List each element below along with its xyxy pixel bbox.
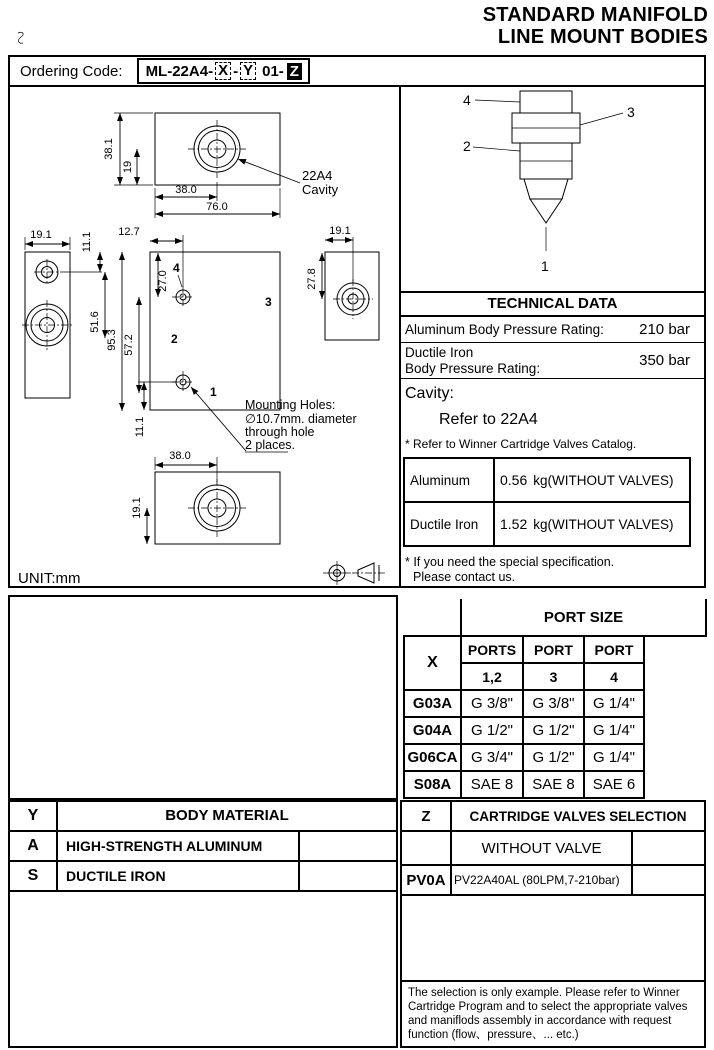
cavity-label: Cavity: — [405, 385, 454, 402]
mounting-note-line2: ∅10.7mm. diameter — [245, 412, 357, 426]
weight-table — [403, 457, 691, 547]
port-size-row-s08a — [404, 771, 706, 798]
port-number-4: 4 — [173, 261, 180, 275]
technical-data-column — [399, 87, 704, 586]
weight-row-aluminum — [404, 458, 690, 502]
weight-value-aluminum: 0.56 kg(WITHOUT VALVES) — [494, 458, 690, 502]
empty-notes-box — [8, 595, 398, 800]
port-value: G 3/4" — [461, 744, 523, 771]
ordering-code-row — [10, 57, 704, 87]
cavity-value: Refer to 22A4 — [439, 411, 538, 428]
top-view-drawing — [103, 113, 339, 218]
pressure-rating-aluminum-row — [401, 317, 704, 343]
port-code: G03A — [404, 690, 461, 717]
cavity-callout-line2: Cavity — [302, 182, 339, 197]
col-subheader-12: 1,2 — [461, 663, 523, 690]
cartridge-code — [402, 832, 452, 864]
front-view-drawing — [22, 225, 379, 452]
port-code: G06CA — [404, 744, 461, 771]
cartridge-empty-cell — [633, 832, 704, 864]
dim-12-7: 12.7 — [118, 226, 140, 238]
dim-19-1-bot: 19.1 — [131, 497, 143, 519]
dim-19: 19 — [122, 160, 134, 174]
dim-11-1-top: 11.1 — [81, 231, 93, 253]
cartridge-selection-note: The selection is only example. Please refer to Winner Cartridge Program and to select the appropriate valves and maniflods assembly in accordance with request function (flow、pressure、... etc.) — [402, 980, 704, 1046]
port-value: G 1/4" — [584, 744, 644, 771]
cartridge-valve-diagram — [401, 87, 704, 291]
port-value: G 1/2" — [523, 717, 584, 744]
bottom-view-drawing — [131, 450, 280, 544]
port-value: G 1/2" — [523, 744, 584, 771]
body-material-title: BODY MATERIAL — [165, 807, 289, 824]
ordering-code-z: Z — [287, 63, 302, 80]
dim-11-1-bottom: 11.1 — [134, 416, 146, 438]
pressure-rating-iron-label-line2: Body Pressure Rating: — [405, 360, 541, 376]
weight-row-iron — [404, 502, 690, 546]
logo-mark-icon — [14, 30, 30, 48]
port-size-row-g06ca — [404, 744, 706, 771]
cartridge-code-header: Z — [402, 802, 452, 830]
port-value: G 1/2" — [461, 717, 523, 744]
cartridge-name: PV22A40AL (80LPM,7-210bar) — [452, 866, 633, 894]
body-material-row-a — [10, 832, 396, 862]
cartridge-selection-table — [400, 800, 706, 1048]
col-subheader-4: 4 — [584, 663, 644, 690]
body-material-code: A — [10, 832, 58, 860]
col-header-ports: PORTS — [461, 636, 523, 663]
ordering-code-mid: 01- — [262, 62, 284, 80]
body-material-row-s — [10, 862, 396, 892]
col-header-port3: PORT — [523, 636, 584, 663]
body-material-name: HIGH-STRENGTH ALUMINUM — [58, 832, 300, 860]
col-subheader-3: 3 — [523, 663, 584, 690]
port-value: G 3/8" — [461, 690, 523, 717]
dim-27-0: 27.0 — [157, 270, 169, 292]
port-code: S08A — [404, 771, 461, 798]
pressure-rating-aluminum-label: Aluminum Body Pressure Rating: — [405, 322, 604, 337]
cartridge-row-without-valve — [402, 832, 704, 866]
dim-57-2: 57.2 — [123, 334, 135, 356]
body-material-empty-cell — [300, 832, 396, 860]
port-number-1: 1 — [210, 385, 217, 399]
port-size-x-header: X — [404, 636, 461, 690]
special-spec-footnote-line2: Please contact us. — [413, 570, 516, 584]
dim-76-0: 76.0 — [206, 201, 228, 213]
special-spec-footnote-line1: * If you need the special specification. — [405, 555, 615, 569]
weight-material-iron: Ductile Iron — [404, 502, 494, 546]
mounting-note-line3: through hole — [245, 425, 315, 439]
body-material-code: S — [10, 862, 58, 890]
ordering-code-value — [137, 58, 310, 84]
cavity-block — [401, 379, 704, 453]
weight-value-iron: 1.52 kg(WITHOUT VALVES) — [494, 502, 690, 546]
cavity-note: * Refer to Winner Cartridge Valves Catalog. — [405, 437, 637, 451]
mounting-note-line4: 2 places. — [245, 438, 296, 452]
page-title-line1: STANDARD MANIFOLD — [482, 4, 708, 26]
technical-data-title: TECHNICAL DATA — [401, 291, 704, 317]
cavity-callout-line1: 22A4 — [302, 168, 333, 183]
port-value: G 3/8" — [523, 690, 584, 717]
cartridge-valve-svg — [401, 87, 704, 291]
port-size-title-row — [404, 599, 706, 636]
pressure-rating-iron-label-line1: Ductile Iron — [405, 344, 474, 360]
ordering-code-sep: - — [233, 62, 239, 80]
body-material-name: DUCTILE IRON — [58, 862, 300, 890]
port-value: G 1/4" — [584, 690, 644, 717]
cartridge-empty-cell — [633, 866, 704, 894]
cartridge-code: PV0A — [402, 866, 452, 894]
ordering-code-y: Y — [240, 62, 256, 80]
projection-frustum-icon — [352, 563, 385, 583]
main-drawing-box — [8, 55, 706, 588]
dim-51-6: 51.6 — [89, 311, 101, 333]
port-value: G 1/4" — [584, 717, 644, 744]
ordering-code-x: X — [215, 62, 231, 80]
port-size-table — [403, 599, 707, 799]
pressure-rating-iron-row — [401, 343, 704, 379]
port-value: SAE 6 — [584, 771, 644, 798]
ordering-code-prefix: ML-22A4- — [145, 62, 214, 80]
body-material-empty-cell — [300, 862, 396, 890]
mounting-note-line1: Mounting Holes: — [245, 398, 336, 412]
pressure-rating-iron-label — [405, 345, 540, 377]
body-material-table — [8, 800, 398, 1048]
valve-port-2-label: 2 — [463, 138, 471, 154]
port-value: SAE 8 — [523, 771, 584, 798]
pressure-rating-aluminum-value: 210 bar — [639, 321, 690, 338]
dim-19-1-left: 19.1 — [30, 229, 52, 241]
port-size-row-g03a — [404, 690, 706, 717]
projection-circle-icon — [323, 561, 351, 585]
body-material-header-row — [10, 802, 396, 832]
dim-38-0-bottom: 38.0 — [169, 450, 191, 462]
dim-38-0-top: 38.0 — [175, 184, 197, 196]
cartridge-title: CARTRIDGE VALVES SELECTION — [469, 808, 687, 824]
port-code: G04A — [404, 717, 461, 744]
ordering-code-label: Ordering Code: — [20, 62, 123, 80]
port-number-2: 2 — [171, 332, 178, 346]
cartridge-empty-area — [402, 896, 704, 980]
cartridge-row-pv0a — [402, 866, 704, 896]
port-number-3: 3 — [265, 295, 272, 309]
page-title — [483, 4, 708, 48]
port-size-title: PORT SIZE — [461, 599, 706, 636]
dim-27-8: 27.8 — [306, 268, 318, 290]
port-size-row-g04a — [404, 717, 706, 744]
col-header-port4: PORT — [584, 636, 644, 663]
valve-port-1-label: 1 — [541, 258, 549, 274]
special-spec-footnote — [401, 555, 704, 585]
dim-19-1-right: 19.1 — [329, 225, 351, 237]
page-title-line2: LINE MOUNT BODIES — [497, 26, 708, 48]
manifold-dimension-drawing — [10, 87, 399, 586]
dim-95-3: 95.3 — [106, 329, 118, 351]
weight-material-aluminum: Aluminum — [404, 458, 494, 502]
pressure-rating-iron-value: 350 bar — [639, 352, 690, 369]
port-value: SAE 8 — [461, 771, 523, 798]
cartridge-name: WITHOUT VALVE — [452, 832, 633, 864]
unit-label: UNIT:mm — [18, 570, 81, 586]
dim-38-1: 38.1 — [103, 138, 115, 160]
cartridge-header-row — [402, 802, 704, 832]
valve-port-3-label: 3 — [627, 104, 635, 120]
valve-port-4-label: 4 — [463, 92, 471, 108]
port-size-header-row1 — [404, 636, 706, 663]
body-material-code-header: Y — [10, 802, 58, 830]
